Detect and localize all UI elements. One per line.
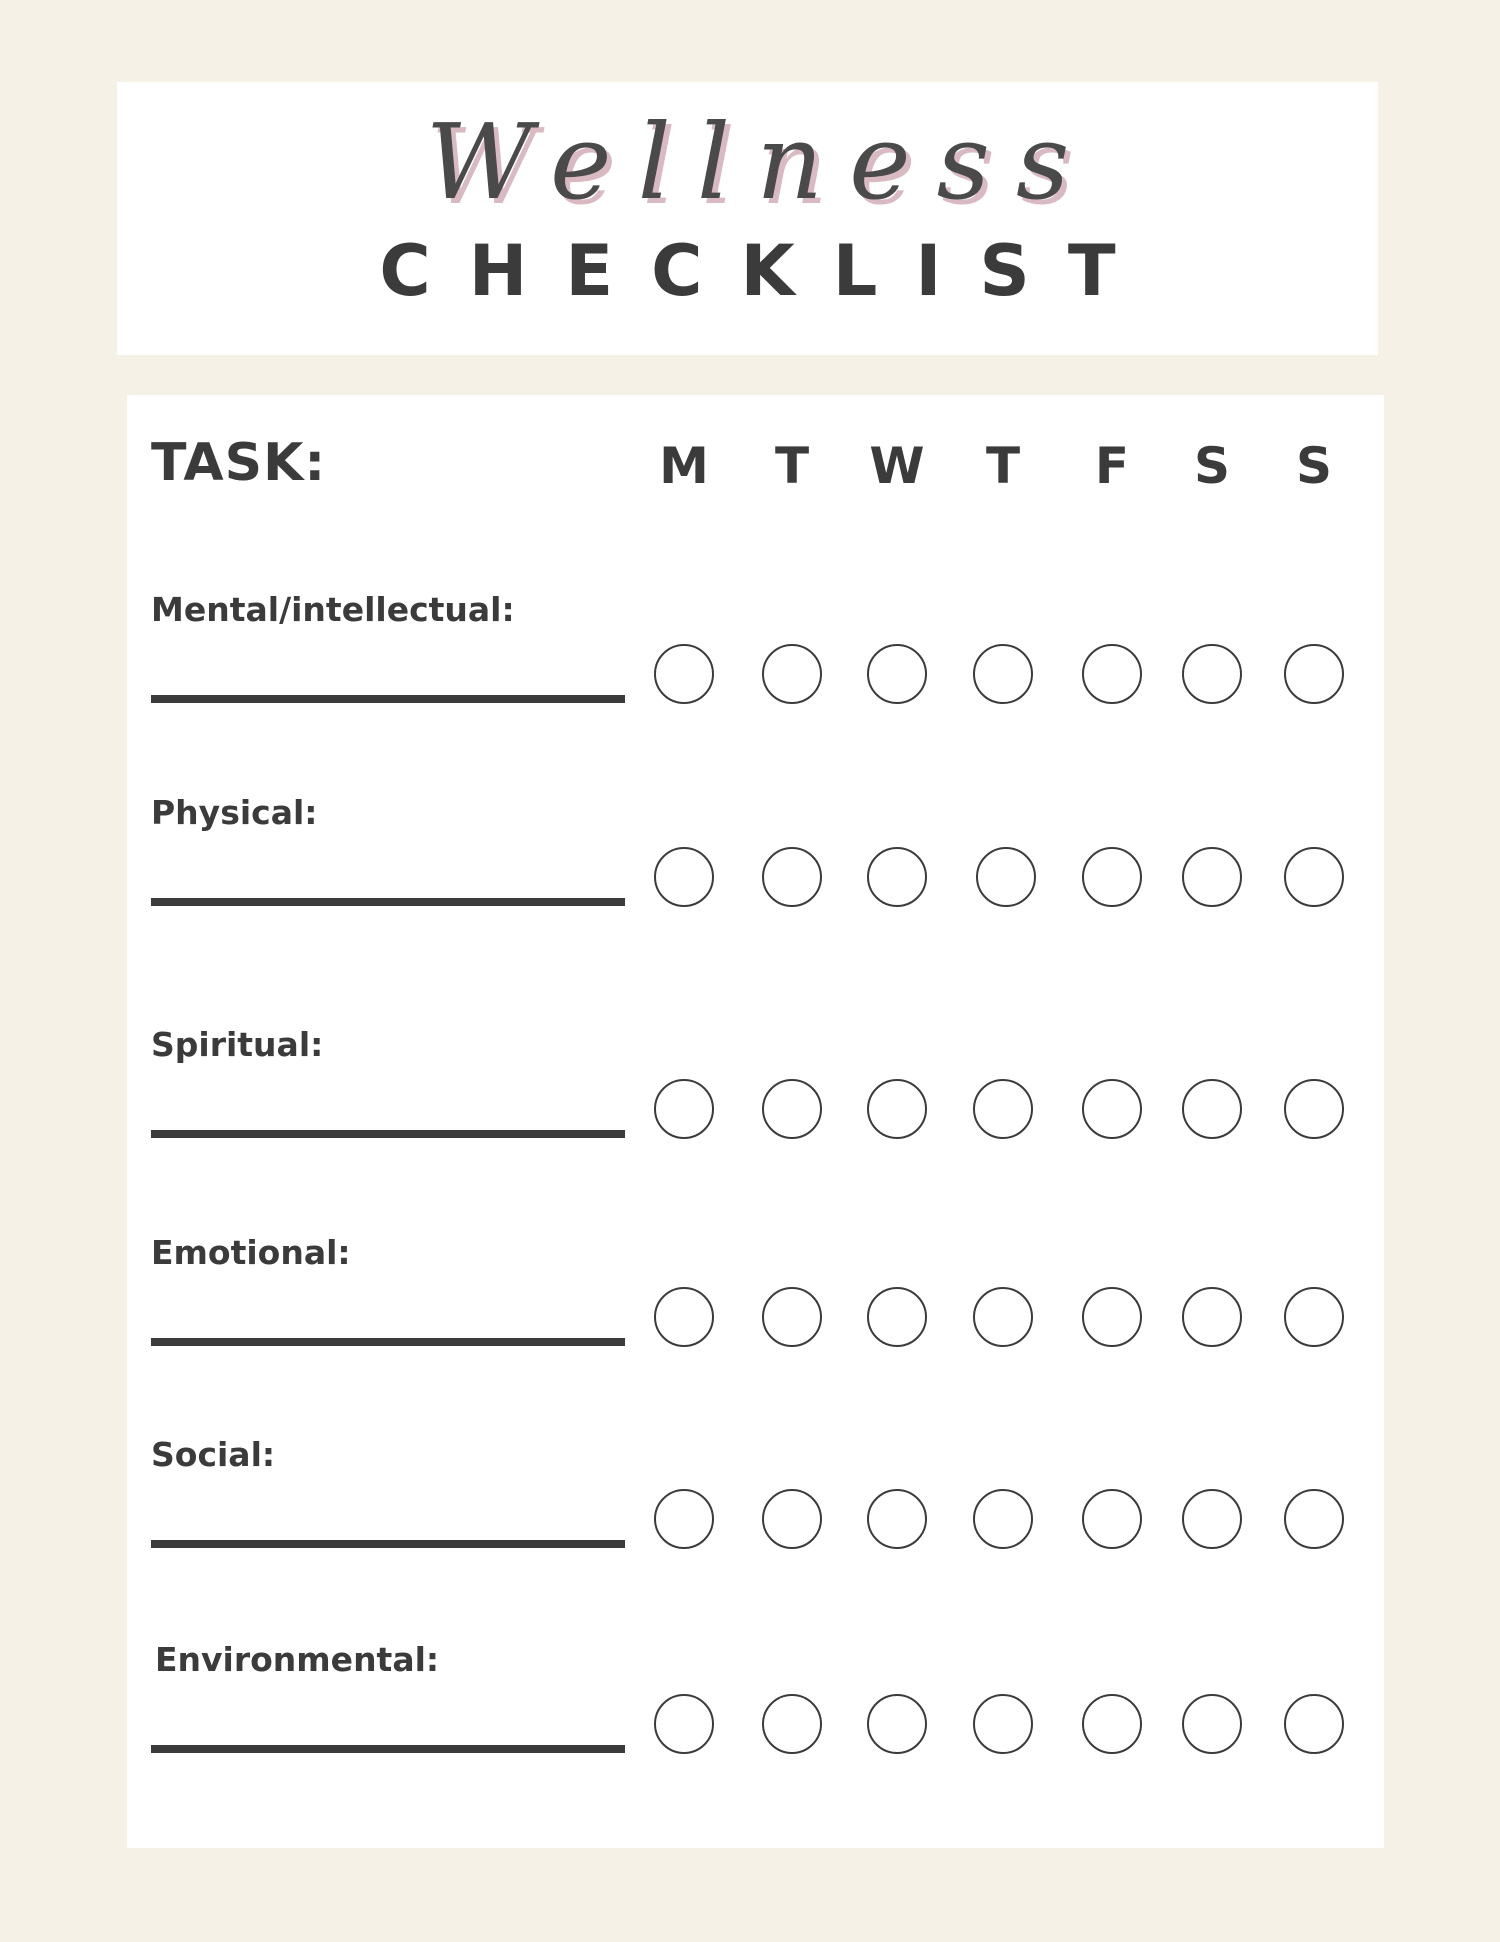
check-circle-tuesday[interactable] (762, 1489, 822, 1549)
check-circle-sunday[interactable] (1284, 1694, 1344, 1754)
title-card (117, 82, 1378, 355)
check-circle-sunday[interactable] (1284, 847, 1344, 907)
check-circle-saturday[interactable] (1182, 1079, 1242, 1139)
row-label: Emotional: (151, 1233, 351, 1272)
check-circle-tuesday[interactable] (762, 847, 822, 907)
check-circle-saturday[interactable] (1182, 644, 1242, 704)
check-circle-sunday[interactable] (1284, 1489, 1344, 1549)
check-circle-friday[interactable] (1082, 1287, 1142, 1347)
check-circle-friday[interactable] (1082, 847, 1142, 907)
check-circle-saturday[interactable] (1182, 1287, 1242, 1347)
check-circle-wednesday[interactable] (867, 644, 927, 704)
row-label: Environmental: (155, 1640, 440, 1679)
check-circle-monday[interactable] (654, 1489, 714, 1549)
day-header-friday: F (1094, 437, 1130, 495)
task-entry-line[interactable] (151, 898, 625, 906)
task-row-environmental (127, 1640, 1384, 1800)
check-circle-tuesday[interactable] (762, 1079, 822, 1139)
check-circle-tuesday[interactable] (762, 644, 822, 704)
check-circle-monday[interactable] (654, 644, 714, 704)
check-circle-wednesday[interactable] (867, 1287, 927, 1347)
task-entry-line[interactable] (151, 695, 625, 703)
check-circle-monday[interactable] (654, 847, 714, 907)
row-label: Social: (151, 1435, 276, 1474)
row-label: Physical: (151, 793, 318, 832)
check-circle-monday[interactable] (654, 1694, 714, 1754)
check-circle-friday[interactable] (1082, 644, 1142, 704)
check-circle-sunday[interactable] (1284, 1287, 1344, 1347)
day-header-sunday: S (1295, 437, 1332, 495)
task-entry-line[interactable] (151, 1540, 625, 1548)
task-row-mental (127, 590, 1384, 750)
check-circle-saturday[interactable] (1182, 1489, 1242, 1549)
check-circle-saturday[interactable] (1182, 847, 1242, 907)
task-row-spiritual (127, 1025, 1384, 1185)
check-circle-wednesday[interactable] (867, 1489, 927, 1549)
task-header: TASK: (151, 433, 327, 493)
check-circle-wednesday[interactable] (867, 847, 927, 907)
check-circle-thursday[interactable] (973, 1079, 1033, 1139)
task-row-physical (127, 793, 1384, 953)
check-circle-friday[interactable] (1082, 1694, 1142, 1754)
day-header-thursday: T (985, 437, 1021, 495)
day-header-saturday: S (1193, 437, 1230, 495)
check-circle-wednesday[interactable] (867, 1079, 927, 1139)
row-label: Mental/intellectual: (151, 590, 515, 629)
check-circle-monday[interactable] (654, 1287, 714, 1347)
task-entry-line[interactable] (151, 1338, 625, 1346)
title-block: CHECKLIST (379, 230, 1154, 312)
check-circle-friday[interactable] (1082, 1489, 1142, 1549)
check-circle-sunday[interactable] (1284, 1079, 1344, 1139)
check-circle-wednesday[interactable] (867, 1694, 927, 1754)
check-circle-thursday[interactable] (976, 847, 1036, 907)
check-circle-thursday[interactable] (973, 1694, 1033, 1754)
row-label: Spiritual: (151, 1025, 324, 1064)
checklist-sheet (127, 395, 1384, 1848)
task-entry-line[interactable] (151, 1130, 625, 1138)
check-circle-thursday[interactable] (973, 1489, 1033, 1549)
task-row-social (127, 1435, 1384, 1595)
day-header-monday: M (659, 437, 709, 495)
check-circle-tuesday[interactable] (762, 1694, 822, 1754)
check-circle-saturday[interactable] (1182, 1694, 1242, 1754)
title-script: Wellness (425, 101, 1096, 223)
task-row-emotional (127, 1233, 1384, 1393)
check-circle-tuesday[interactable] (762, 1287, 822, 1347)
check-circle-thursday[interactable] (973, 644, 1033, 704)
check-circle-monday[interactable] (654, 1079, 714, 1139)
check-circle-friday[interactable] (1082, 1079, 1142, 1139)
day-header-tuesday: T (774, 437, 810, 495)
day-header-wednesday: W (869, 437, 925, 495)
check-circle-sunday[interactable] (1284, 644, 1344, 704)
check-circle-thursday[interactable] (973, 1287, 1033, 1347)
task-entry-line[interactable] (151, 1745, 625, 1753)
